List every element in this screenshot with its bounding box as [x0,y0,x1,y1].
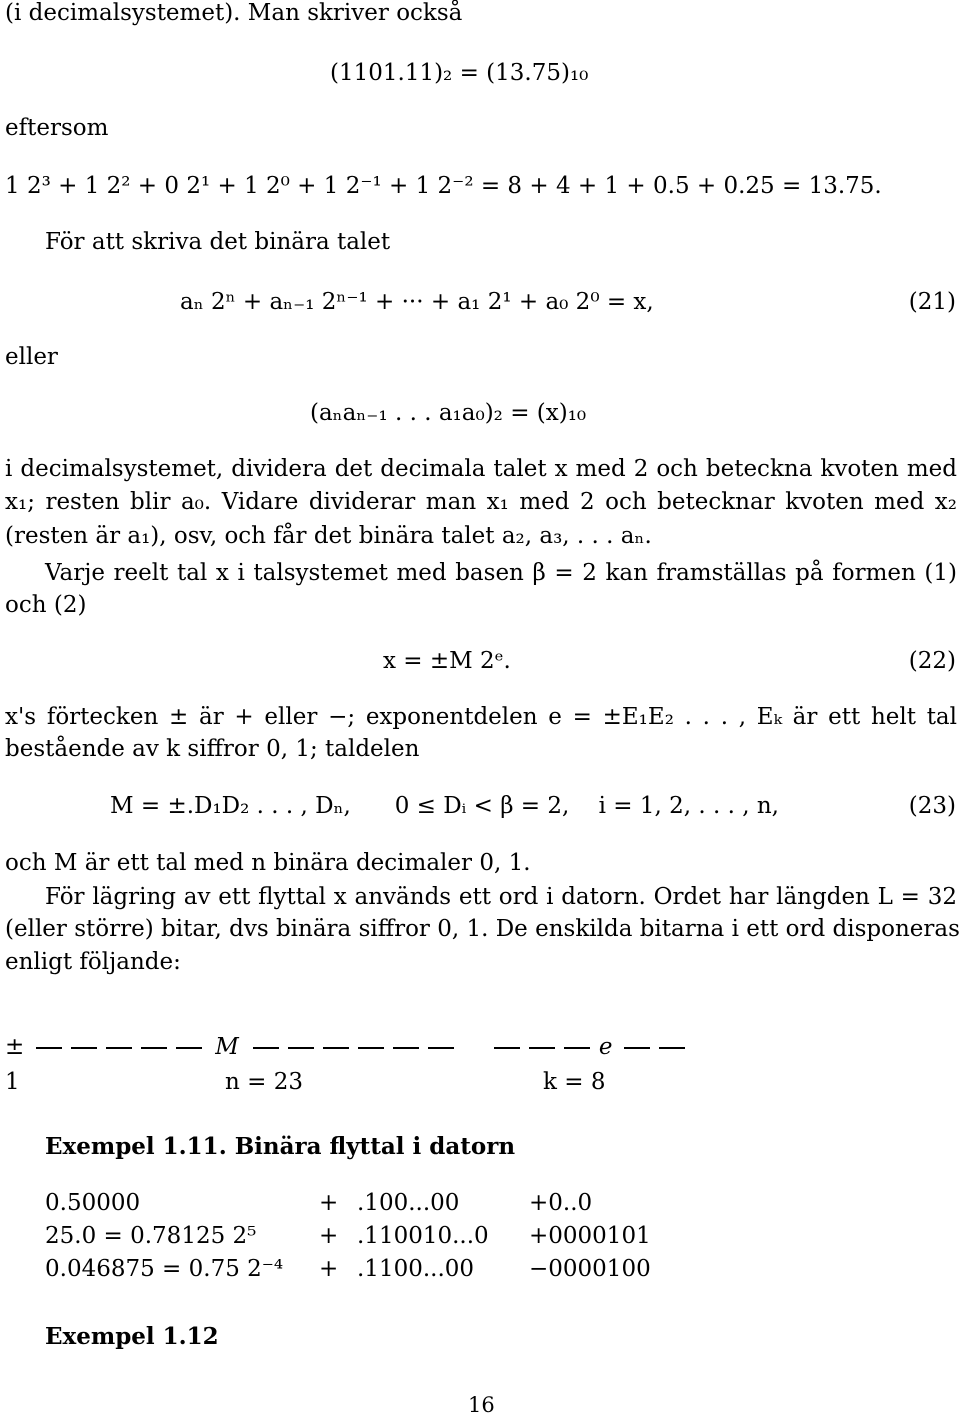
table-cell: .100...00 [357,1190,460,1216]
example-heading: Exempel 1.12 [45,1323,219,1350]
paragraph-line: och M är ett tal med n binära decimaler 0, 1. [5,850,531,876]
equation-22: x = ±M 2ᵉ. [383,648,511,674]
mantissa-bits: n = 23 [225,1069,303,1095]
table-cell: + [319,1190,339,1216]
paragraph-line: x's förtecken ± är + eller −; exponentdelen e = ±E₁E₂ . . . , Eₖ är ett helt tal [5,704,957,730]
table-cell: 0.50000 [45,1190,141,1216]
sign-bits: 1 [5,1069,20,1095]
equation-number: (22) [908,648,956,674]
text-line: (i decimalsystemet). Man skriver också [5,0,463,26]
paragraph-line: Varje reelt tal x i talsystemet med basen β = 2 kan framställas på formen (1) [45,560,957,586]
table-cell: +0..0 [529,1190,593,1216]
paragraph-line: enligt följande: [5,949,181,975]
equation-number: (23) [908,793,956,819]
paragraph-line: För lägring av ett flyttal x används ett ord i datorn. Ordet har längden L = 32 [45,884,957,910]
paragraph-line: (resten är a₁), osv, och får det binära talet a₂, a₃, . . . aₙ. [5,523,652,549]
equation-21: aₙ 2ⁿ + aₙ₋₁ 2ⁿ⁻¹ + ··· + a₁ 2¹ + a₀ 2⁰ = x, [180,289,654,315]
table-row [45,1190,651,1223]
equation-binary: (1101.11)₂ = (13.75)₁₀ [330,60,589,86]
example-heading: Exempel 1.11. Binära flyttal i datorn [45,1133,516,1160]
table-cell: 0.046875 = 0.75 2⁻⁴ [45,1256,284,1282]
table-row [45,1256,651,1289]
table-cell: + [319,1223,339,1249]
exponent-bits: k = 8 [543,1069,606,1095]
table-cell: .1100...00 [357,1256,475,1282]
paragraph-line: x₁; resten blir a₀. Vidare dividerar man x₁ med 2 och betecknar kvoten med x₂ [5,489,957,515]
sign-field: ± [5,1034,25,1060]
equation-23: M = ±.D₁D₂ . . . , Dₙ, 0 ≤ Dᵢ < β = 2, i = 1, 2, . . . , n, [110,793,779,819]
table-cell: + [319,1256,339,1282]
table-cell: +0000101 [529,1223,651,1249]
page-number: 16 [468,1393,495,1417]
text-line: eftersom [5,115,109,141]
equation-expansion: 1 2³ + 1 2² + 0 2¹ + 1 2⁰ + 1 2⁻¹ + 1 2⁻² = 8 + 4 + 1 + 0.5 + 0.25 = 13.75. [5,173,882,199]
table-cell: −0000100 [529,1256,651,1282]
paragraph-line: bestående av k siffror 0, 1; taldelen [5,736,420,762]
paragraph-line: (eller större) bitar, dvs binära siffror 0, 1. De enskilda bitarna i ett ord disponeras [5,916,960,942]
paragraph-line: i decimalsystemet, dividera det decimala talet x med 2 och beteckna kvoten med [5,456,957,482]
table-row [45,1223,651,1256]
text-line: För att skriva det binära talet [45,229,391,255]
equation-number: (21) [908,289,956,315]
example-table [45,1190,651,1289]
table-cell: .110010...0 [357,1223,489,1249]
text-line: eller [5,344,58,370]
word-layout-fields [5,1036,694,1059]
equation-digits: (aₙaₙ₋₁ . . . a₁a₀)₂ = (x)₁₀ [310,400,587,426]
mantissa-field: M [215,1034,239,1060]
paragraph-line: och (2) [5,592,87,618]
table-cell: 25.0 = 0.78125 2⁵ [45,1223,257,1249]
exponent-field: e [598,1034,613,1060]
